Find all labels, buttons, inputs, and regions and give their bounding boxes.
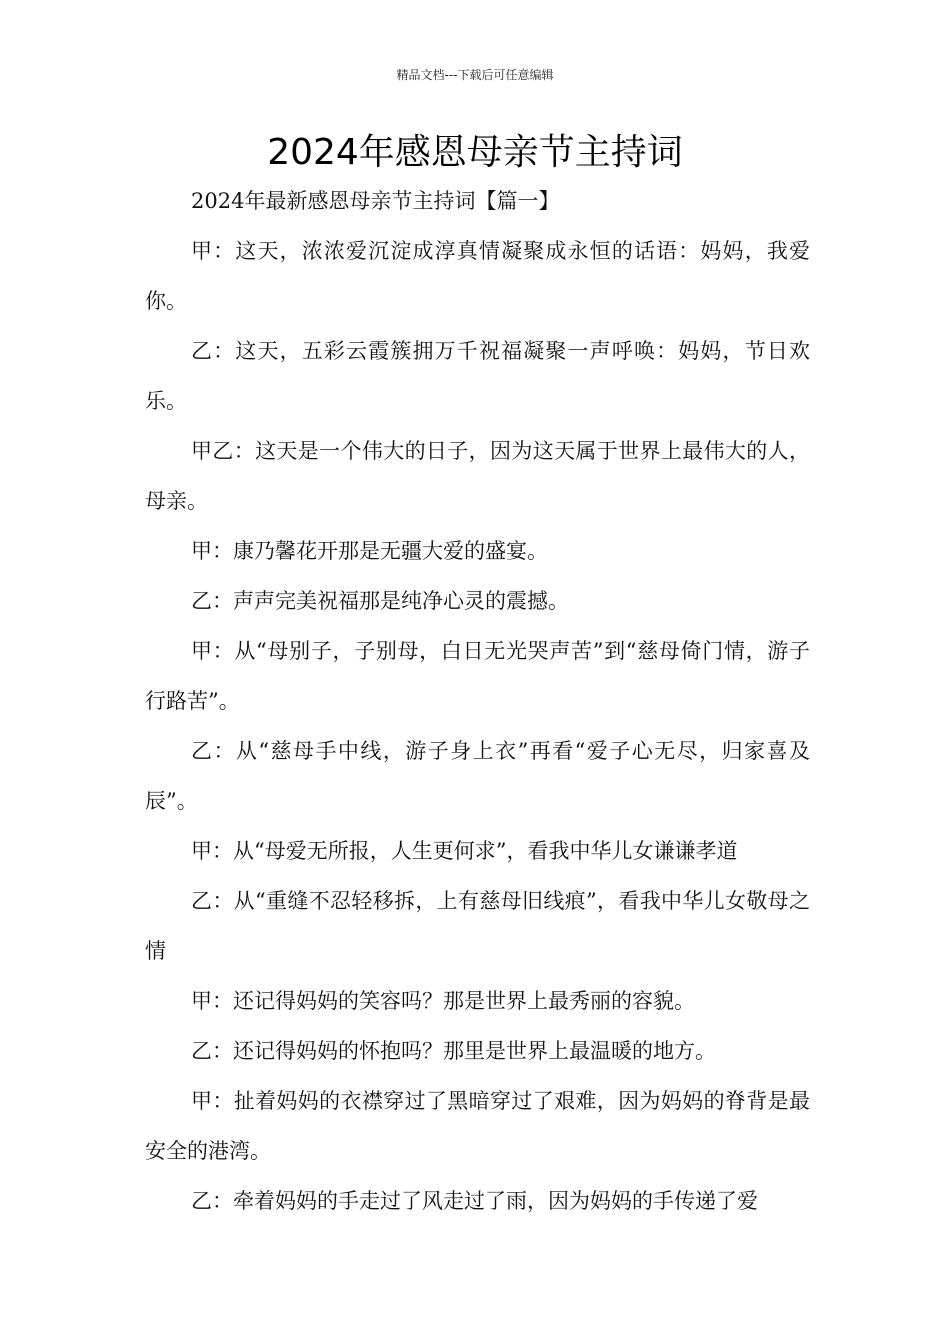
paragraph: 甲乙：这天是一个伟大的日子，因为这天属于世界上最伟大的人，母亲。	[145, 439, 810, 513]
paragraph: 乙：声声完美祝福那是纯净心灵的震撼。	[191, 589, 569, 613]
paragraph: 甲：这天，浓浓爱沉淀成淳真情凝聚成永恒的话语：妈妈，我爱你。	[145, 239, 810, 313]
paragraph: 甲：还记得妈妈的笑容吗？那是世界上最秀丽的容貌。	[191, 989, 695, 1013]
paragraph: 乙：牵着妈妈的手走过了风走过了雨，因为妈妈的手传递了爱	[191, 1189, 758, 1213]
paragraph: 甲：康乃馨花开那是无疆大爱的盛宴。	[191, 539, 548, 563]
paragraph-subtitle: 2024年最新感恩母亲节主持词【篇一】	[191, 189, 560, 213]
paragraph: 乙：从“慈母手中线，游子身上衣”再看“爱子心无尽，归家喜及辰”。	[145, 739, 810, 813]
header-note: 精品文档---下载后可任意编辑	[396, 68, 554, 82]
paragraph: 甲：从“母别子，子别母，白日无光哭声苦”到“慈母倚门情，游子行路苦”。	[145, 639, 810, 713]
paragraph: 乙：从“重缝不忍轻移拆，上有慈母旧线痕”，看我中华儿女敬母之情	[145, 889, 810, 963]
document-body	[145, 176, 810, 1226]
document-title: 2024年感恩母亲节主持词	[267, 132, 683, 173]
paragraph: 甲：从“母爱无所报，人生更何求”，看我中华儿女谦谦孝道	[191, 839, 738, 863]
paragraph: 乙：还记得妈妈的怀抱吗？那里是世界上最温暖的地方。	[191, 1039, 716, 1063]
paragraph: 甲：扯着妈妈的衣襟穿过了黑暗穿过了艰难，因为妈妈的脊背是最安全的港湾。	[145, 1089, 810, 1163]
paragraph: 乙：这天，五彩云霞簇拥万千祝福凝聚一声呼唤：妈妈，节日欢乐。	[145, 339, 810, 413]
